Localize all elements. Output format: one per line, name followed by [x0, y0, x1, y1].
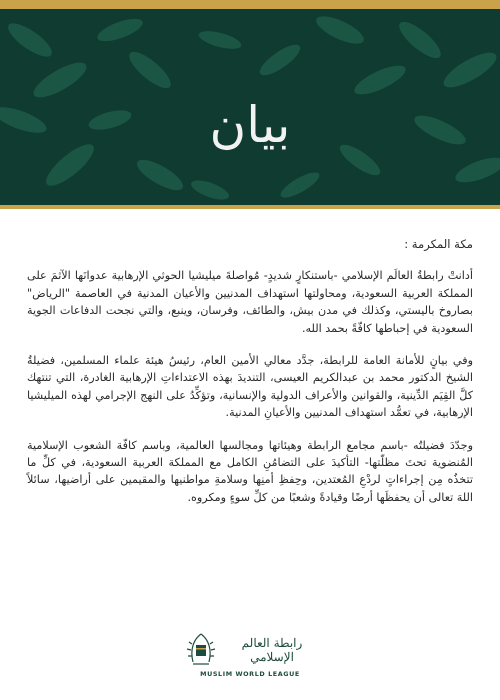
paragraph-2: وفي بيانٍ للأمانة العامة للرابطة، جدَّد معالي الأمين العام، رئيسُ هيئة علماء المسلمين، فضيلةُ الشيخ الدكتور محمد بن عبدالكريم العيسى، التنديدَ بهذه الاعتداءاتِ الإرهابية الغادرة، التي تنتهك كلَّ القِيَم الدِّينية، والقوانين والأعراف الدولية والإنسانية، وتؤكِّدُ على النهج الإجرامي لهذه الميليشيا الإرهابية، في تعمُّد استهداف المدنيين والأعيانِ المدنية. — [27, 354, 473, 420]
footer-logo — [170, 628, 330, 684]
header-gold-divider — [0, 205, 500, 209]
top-gold-strip — [0, 0, 500, 9]
page-title: بيان — [209, 96, 291, 154]
header-banner — [0, 0, 500, 205]
logo-arabic-text: رابطة العالم الإسلامي — [241, 636, 303, 664]
statement-body — [27, 236, 473, 521]
location-line: مكة المكرمة : — [404, 237, 473, 251]
paragraph-3: وجدّدَ فضيلتُه -باسم مجامع الرابطة وهيئاتها ومجالسها العالمية، وباسم كافّة الشعوب الإسلامية المُنضوية تحتَ مظلّتها- التأكيدَ على التضامُنِ الكامل مع المملكة العربية السعودية، في كلِّ ما تتخذُه مِن إجراءاتٍ لردْعِ المُعتدين، وحِفظِ أمنِها وسلامةِ مواطنيها والمقيمين على أراضيها، سائلاً اللهَ تعالى أن يحفظَها أرضًا وقيادةً وشعبًا من كلِّ سوءٍ ومكروه. — [27, 438, 473, 504]
kaaba-emblem-icon — [184, 630, 218, 670]
logo-english-text: MUSLIM WORLD LEAGUE — [200, 670, 300, 678]
paragraph-1: أدانتْ رابطةُ العالَم الإسلامي -باستنكارٍ شديدٍ- مُواصلةَ ميليشيا الحوثي الإرهابية عدوانَها الآثمَ على المملكة العربية السعودية، ومحاولتها استهداف المدنيين والأعيان المدنية في العاصمة "الرياض" بصاروخ باليستي، وكذلك في مدن بيش، والطائف، وفرسان، وينبع، والتي نجحت الدفاعات الجوية السعودية في إحباطها كافّةً بحمد الله. — [27, 269, 473, 335]
